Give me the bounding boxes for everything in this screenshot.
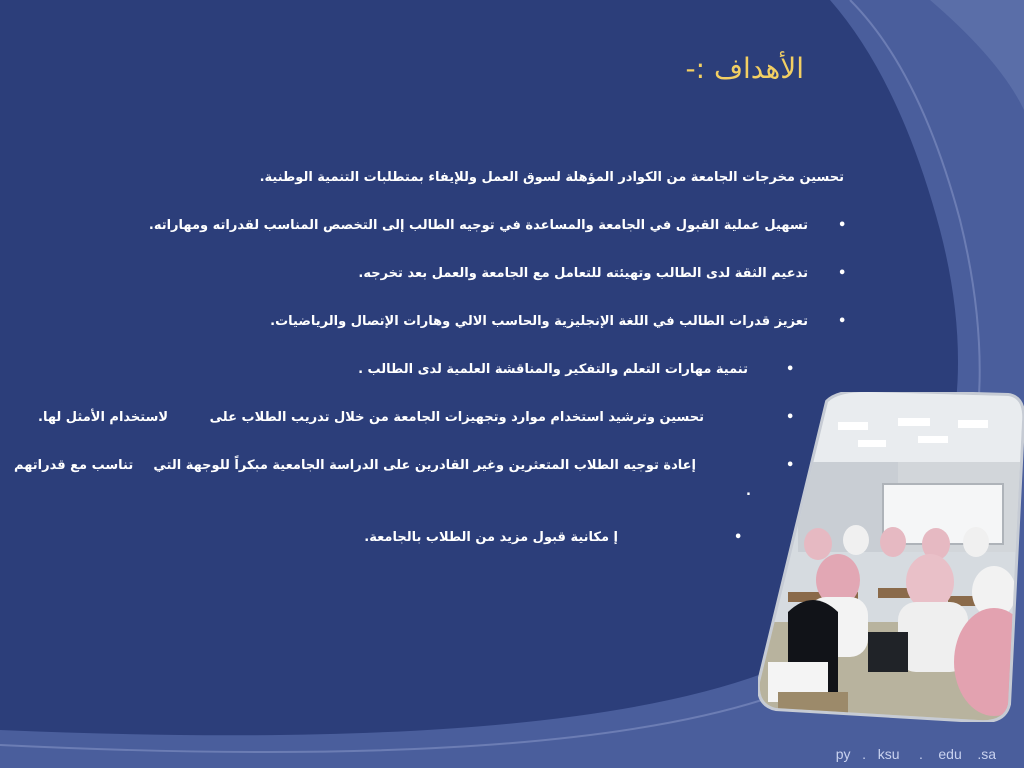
objective-line-4: تعزيز قدرات الطالب في اللغة الإنجليزية والحاسب الالي وهارات الإتصال والرياضيات. [270, 314, 808, 329]
classroom-photo-icon [758, 392, 1024, 722]
footer-url: py . ksu . edu .sa [835, 746, 996, 762]
objective-line-2: تسهيل عملية القبول في الجامعة والمساعدة في توجيه الطالب إلى التخصص المناسب لقدراته ومهاراته. [148, 218, 808, 233]
objective-line-7b: تناسب مع قدراتهم [14, 458, 134, 473]
objective-line-7a: إعادة توجيه الطلاب المتعثرين وغير القادرين على الدراسة الجامعية مبكراً للوجهة التي [153, 458, 696, 473]
bullet-5: • [786, 362, 795, 377]
objective-line-8: إ مكانية قبول مزيد من الطلاب بالجامعة. [364, 530, 618, 545]
bullet-2: • [838, 218, 847, 233]
bullet-4: • [838, 314, 847, 329]
objective-line-5: تنمية مهارات التعلم والتفكير والمناقشة العلمية لدى الطالب . [358, 362, 748, 377]
stray-dot: . [746, 484, 751, 499]
slide-title: الأهداف :- [685, 52, 804, 85]
objective-line-6b: لاستخدام الأمثل لها. [38, 410, 169, 425]
objective-line-3: تدعيم الثقة لدى الطالب وتهيئته للتعامل مع الجامعة والعمل بعد تخرجه. [358, 266, 808, 281]
bullet-3: • [838, 266, 847, 281]
bullet-7: • [786, 458, 795, 473]
bullet-8: • [734, 530, 743, 545]
objective-line-1: تحسين مخرجات الجامعة من الكوادر المؤهلة لسوق العمل وللإيفاء بمتطلبات التنمية الوطنية. [259, 170, 844, 185]
bullet-6: • [786, 410, 795, 425]
objective-line-6a: تحسين وترشيد استخدام موارد وتجهيزات الجامعة من خلال تدريب الطلاب على [209, 410, 704, 425]
